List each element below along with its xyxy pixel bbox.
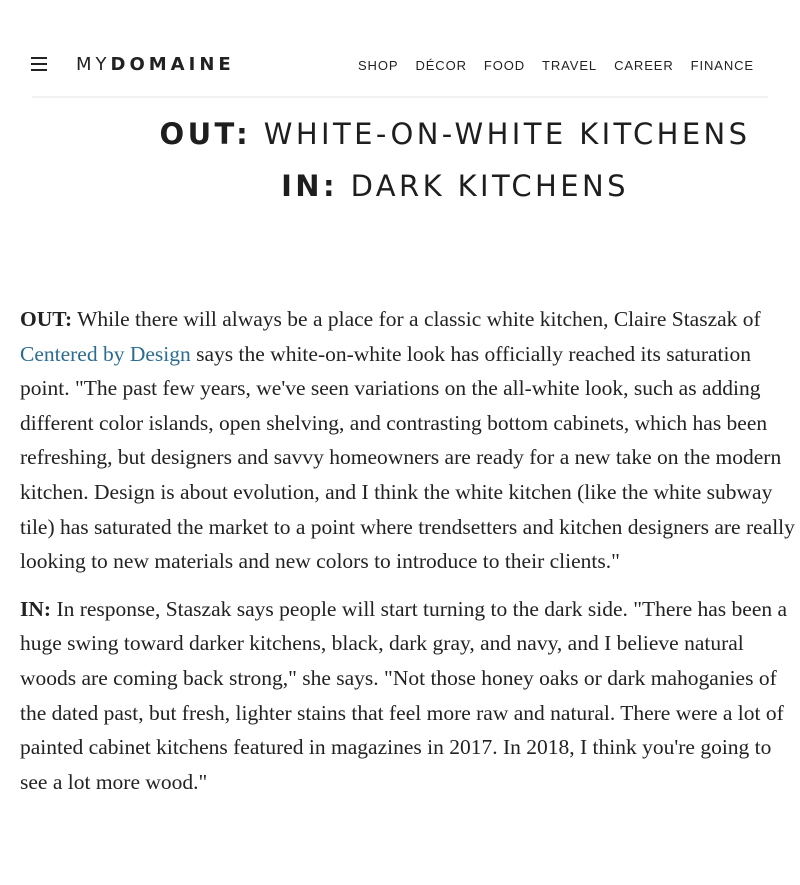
section-headline: [150, 108, 760, 212]
paragraph-in-lead: IN:: [20, 596, 52, 621]
headline-in-text: DARK KITCHENS: [350, 169, 629, 203]
paragraph-out-text-1: While there will always be a place for a classic white kitchen, Claire Staszak of: [72, 307, 761, 331]
main-nav: [358, 58, 754, 74]
header-divider: [32, 96, 768, 98]
paragraph-out-lead: OUT:: [20, 307, 73, 331]
nav-travel[interactable]: TRAVEL: [542, 58, 598, 73]
paragraph-out-text-2: says the white-on-white look has officially reached its saturation point. "The past few years, we've seen variations on the all-white look, such as adding different color islands, open shelving, and contrasting bottom cabinets, which has been refreshing, but designers and savvy homeowners are ready for a new take on the modern kitchen. Design is about evolution, and I think the white kitchen (like the white subway tile) has saturated the market to a point where trendsetters and kitchen designers are really looking to new materials and new colors to introduce to their clients.": [20, 341, 795, 574]
headline-in-label: IN:: [281, 169, 338, 203]
paragraph-in-text: In response, Staszak says people will start turning to the dark side. "There has been a huge swing toward darker kitchens, black, dark gray, and navy, and I believe natural woods are coming back strong," she says. "Not those honey oaks or dark mahoganies of the dated past, but fresh, lighter stains that feel more raw and natural. There were a lot of painted cabinet kitchens featured in magazines in 2017. In 2018, I think you're going to see a lot more wood.": [20, 596, 788, 794]
logo-main: DOMAINE: [110, 54, 235, 75]
nav-decor[interactable]: DÉCOR: [415, 58, 467, 73]
nav-shop[interactable]: SHOP: [357, 58, 399, 73]
hamburger-menu-icon[interactable]: [31, 57, 47, 71]
nav-finance[interactable]: FINANCE: [690, 58, 754, 73]
paragraph-out: [20, 302, 795, 579]
nav-food[interactable]: FOOD: [483, 58, 526, 73]
logo-prefix: MY: [76, 54, 111, 75]
site-header: [0, 0, 800, 98]
nav-career[interactable]: CAREER: [614, 58, 674, 73]
centered-by-design-link[interactable]: Centered by Design: [20, 341, 191, 366]
headline-out-text: WHITE-ON-WHITE KITCHENS: [263, 117, 751, 151]
site-logo[interactable]: [76, 53, 235, 77]
article-body: [20, 302, 795, 812]
paragraph-in: [20, 592, 795, 800]
headline-out-label: OUT:: [159, 117, 252, 151]
